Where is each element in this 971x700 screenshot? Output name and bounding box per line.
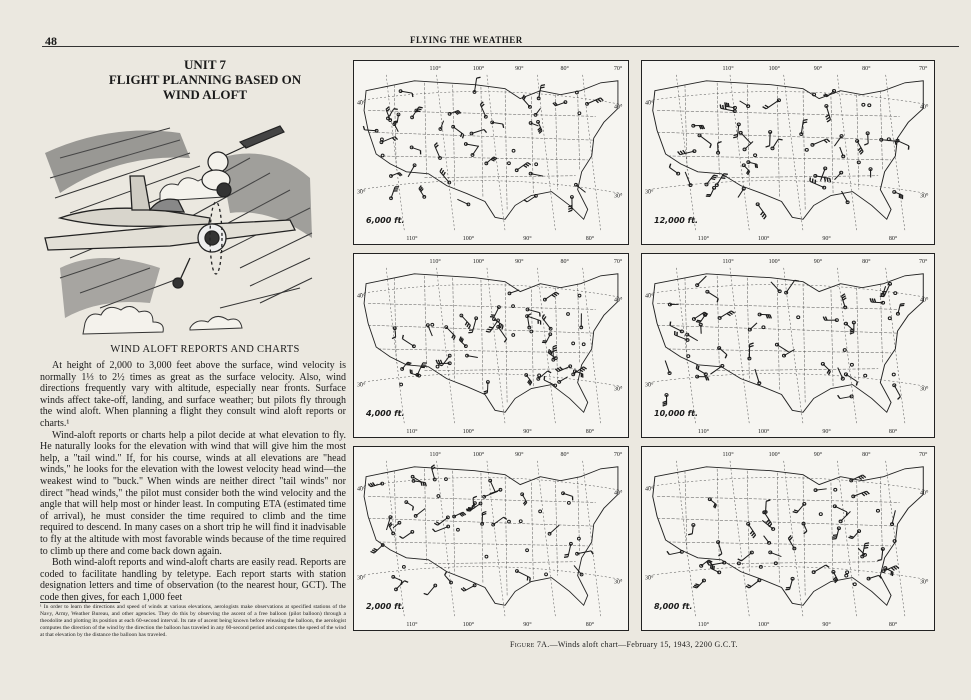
wind-arrow: [814, 565, 826, 572]
station-marker: [876, 509, 879, 512]
wind-arrow: [755, 369, 759, 383]
longitude-label: 110°: [697, 236, 710, 242]
unit-number: UNIT 7: [183, 57, 227, 72]
longitude-label: 100°: [768, 259, 781, 265]
wind-arrow: [396, 581, 404, 590]
station-marker: [819, 513, 822, 516]
wind-arrow: [402, 339, 413, 346]
wind-arrow: [531, 174, 544, 176]
wind-arrow: [786, 280, 794, 292]
wind-arrow: [846, 324, 853, 330]
station-marker: [894, 292, 897, 295]
station-marker: [445, 478, 448, 481]
wind-arrow: [428, 325, 432, 336]
station-marker: [535, 163, 538, 166]
latitude-label: 30°: [357, 575, 366, 582]
wind-map: [641, 253, 935, 438]
station-marker: [774, 562, 777, 565]
wind-arrow: [457, 199, 468, 204]
longitude-label: 80°: [888, 236, 898, 242]
latitude-label: 40°: [357, 100, 366, 107]
wind-map: [641, 446, 935, 631]
wind-arrow: [493, 517, 503, 524]
wind-arrow: [428, 585, 436, 594]
altitude-label: 12,000 ft.: [654, 216, 698, 225]
latitude-label: 30°: [920, 386, 929, 393]
longitude-label: 100°: [462, 429, 475, 435]
wind-arrow: [741, 552, 751, 560]
section-heading: WIND ALOFT REPORTS AND CHARTS: [110, 344, 300, 355]
body-text: [40, 360, 346, 603]
wind-arrow: [401, 91, 413, 93]
station-marker: [862, 103, 865, 106]
latitude-label: 30°: [614, 386, 623, 393]
latitude-label: 40°: [614, 104, 623, 111]
wind-arrow: [412, 147, 421, 150]
wind-arrow: [840, 147, 843, 156]
station-marker: [545, 573, 548, 576]
station-marker: [846, 571, 849, 574]
wind-arrow: [745, 141, 753, 149]
longitude-label: 100°: [757, 622, 770, 628]
station-marker: [512, 305, 515, 308]
station-marker: [754, 154, 757, 157]
longitude-label: 90°: [523, 429, 532, 435]
wind-arrow: [835, 506, 847, 512]
longitude-label: 100°: [462, 622, 475, 628]
wind-arrow: [466, 144, 479, 146]
wind-arrow: [669, 552, 681, 555]
longitude-label: 90°: [515, 66, 524, 72]
station-marker: [868, 104, 871, 107]
airplane-illustration: [40, 118, 320, 340]
wind-arrow: [738, 189, 744, 198]
station-marker: [578, 112, 581, 115]
wind-arrow: [563, 493, 572, 496]
station-marker: [572, 342, 575, 345]
wind-arrow: [403, 532, 413, 539]
wind-map: [353, 60, 629, 245]
latitude-label: 30°: [614, 579, 623, 586]
station-marker: [431, 323, 434, 326]
longitude-label: 100°: [462, 236, 475, 242]
wind-arrow: [484, 491, 498, 496]
longitude-label: 110°: [697, 622, 710, 628]
longitude-label: 80°: [585, 622, 595, 628]
altitude-label: 8,000 ft.: [654, 602, 693, 611]
station-marker: [512, 149, 515, 152]
longitude-label: 80°: [560, 452, 569, 458]
header-rule: [42, 46, 959, 47]
wind-arrow: [365, 130, 377, 131]
latitude-label: 30°: [920, 579, 929, 586]
longitude-label: 110°: [722, 452, 734, 458]
latitude-label: 30°: [357, 189, 366, 196]
wind-arrow: [416, 509, 425, 516]
wind-arrow: [771, 282, 780, 291]
station-marker: [567, 501, 570, 504]
wind-arrow: [435, 527, 448, 532]
longitude-label: 110°: [429, 66, 441, 72]
wind-arrow: [393, 523, 399, 528]
wind-arrow: [894, 385, 900, 396]
wind-arrow: [710, 366, 722, 374]
wind-arrow: [406, 502, 413, 506]
longitude-label: 110°: [429, 452, 441, 458]
wind-arrow: [472, 146, 478, 155]
longitude-label: 70°: [613, 259, 623, 265]
latitude-label: 30°: [645, 382, 654, 389]
longitude-label: 90°: [813, 259, 823, 265]
longitude-label: 110°: [722, 259, 734, 265]
station-marker: [850, 363, 853, 366]
station-marker: [508, 162, 511, 165]
longitude-label: 80°: [888, 429, 898, 435]
paragraph: At height of 2,000 to 3,000 feet above the surface, wind velocity is normally 1⅓ to 2½ times as great as the surface velocity. Also, wind directions frequently vary with altitude, especially near fronts. Surface winds affect take-off, landing, and surface weather; but pilots fly through the wind aloft. When planning a flight they consult wind aloft reports or charts.¹: [40, 360, 346, 429]
longitude-label: 100°: [472, 452, 485, 458]
longitude-label: 90°: [515, 259, 524, 265]
longitude-label: 90°: [822, 236, 831, 242]
longitude-label: 90°: [813, 66, 823, 72]
wind-arrow: [840, 396, 852, 398]
wind-arrow: [868, 133, 869, 143]
station-marker: [519, 520, 522, 523]
longitude-label: 80°: [560, 259, 569, 265]
latitude-label: 40°: [614, 297, 623, 304]
wind-arrow: [718, 542, 722, 553]
station-marker: [578, 294, 581, 297]
wind-arrow: [528, 309, 540, 312]
latitude-label: 40°: [645, 293, 654, 300]
caption-text: —Winds aloft chart—February 15, 1943, 2200 G.C.T.: [549, 640, 738, 649]
longitude-label: 70°: [613, 452, 623, 458]
wind-arrow: [665, 361, 669, 374]
station-marker: [575, 91, 578, 94]
latitude-label: 40°: [357, 486, 366, 493]
longitude-label: 80°: [888, 622, 898, 628]
longitude-label: 90°: [813, 452, 823, 458]
longitude-label: 80°: [862, 66, 871, 72]
wind-arrow: [536, 108, 541, 114]
longitude-label: 100°: [472, 66, 485, 72]
wind-arrow: [408, 165, 414, 177]
wind-arrow: [834, 136, 841, 146]
altitude-label: 6,000 ft.: [366, 216, 405, 225]
longitude-label: 100°: [472, 259, 485, 265]
station-marker: [888, 317, 891, 320]
wind-arrow: [841, 511, 851, 521]
wind-arrow: [393, 577, 402, 581]
wind-arrow: [770, 132, 771, 146]
latitude-label: 40°: [920, 490, 929, 497]
longitude-label: 70°: [613, 66, 623, 72]
longitude-label: 100°: [768, 66, 781, 72]
station-marker: [402, 566, 405, 569]
wind-map: [353, 446, 629, 631]
station-marker: [577, 537, 580, 540]
longitude-label: 90°: [523, 622, 532, 628]
longitude-label: 110°: [697, 429, 710, 435]
station-marker: [539, 510, 542, 513]
station-marker: [530, 330, 533, 333]
latitude-label: 30°: [645, 189, 654, 196]
wind-map: [641, 60, 935, 245]
wind-arrow: [770, 552, 781, 556]
wind-arrow: [550, 525, 560, 534]
longitude-label: 70°: [918, 452, 928, 458]
longitude-label: 80°: [862, 259, 871, 265]
latitude-label: 30°: [645, 575, 654, 582]
longitude-label: 90°: [822, 622, 831, 628]
wind-arrow: [697, 276, 706, 285]
wind-arrow: [670, 325, 682, 331]
altitude-label: 2,000 ft.: [366, 602, 405, 611]
page-number: 48: [45, 34, 57, 48]
longitude-label: 100°: [768, 452, 781, 458]
wind-arrow: [559, 377, 567, 382]
station-marker: [805, 148, 808, 151]
station-marker: [857, 161, 860, 164]
station-marker: [813, 93, 816, 96]
longitude-label: 80°: [862, 452, 871, 458]
wind-arrow: [766, 501, 767, 512]
station-marker: [381, 154, 384, 157]
longitude-label: 80°: [585, 429, 595, 435]
wind-arrow: [669, 167, 678, 173]
wind-arrow: [576, 185, 586, 193]
station-marker: [893, 540, 896, 543]
longitude-label: 110°: [429, 259, 441, 265]
station-marker: [762, 326, 765, 329]
latitude-label: 40°: [614, 490, 623, 497]
station-marker: [864, 374, 867, 377]
station-marker: [508, 520, 511, 523]
figure-caption: [510, 640, 738, 649]
longitude-label: 110°: [406, 236, 418, 242]
longitude-label: 90°: [523, 236, 532, 242]
figure-number: Figure 7A.: [510, 640, 550, 649]
station-marker: [845, 574, 848, 577]
longitude-label: 100°: [757, 236, 770, 242]
latitude-label: 40°: [920, 297, 929, 304]
latitude-label: 40°: [645, 100, 654, 107]
station-marker: [380, 138, 383, 141]
wind-arrow: [772, 139, 778, 148]
longitude-label: 90°: [515, 452, 524, 458]
longitude-label: 110°: [406, 622, 418, 628]
wind-arrow: [846, 374, 857, 381]
wind-arrow: [394, 124, 398, 132]
longitude-label: 90°: [822, 429, 831, 435]
wind-arrow: [700, 135, 712, 144]
latitude-label: 40°: [645, 486, 654, 493]
longitude-label: 110°: [722, 66, 734, 72]
unit-title: [40, 57, 370, 102]
station-marker: [567, 313, 570, 316]
footnote-rule: [40, 602, 120, 603]
station-marker: [512, 334, 515, 337]
station-marker: [457, 528, 460, 531]
station-marker: [526, 549, 529, 552]
station-marker: [400, 383, 403, 386]
station-marker: [853, 583, 856, 586]
station-marker: [687, 355, 690, 358]
paragraph: Wind-aloft reports or charts help a pilot decide at what elevation to fly. He naturally looks for the elevation with wind that will give him the most help, a "tail wind." If, for his course, winds at all elevations are "head winds," he looks for the elevation with the lowest velocity head wind—the weakest wind to "buck." When winds are neither direct "tail winds" nor direct "head winds," the pilot must consider both the wind velocity and the angle that will help most or hinder least. In computing ETA (estimated time of arrival), he must consider the time required to climb and the time required to descend. In many cases on a short trip he will find it inadvisable to fly at the altitude with most favorable winds because of the time required to climb up there and come back down again.: [40, 429, 346, 557]
longitude-label: 100°: [757, 429, 770, 435]
longitude-label: 110°: [406, 429, 418, 435]
station-marker: [436, 365, 439, 368]
altitude-label: 4,000 ft.: [366, 409, 405, 418]
paragraph: Both wind-aloft reports and wind-aloft charts are easily read. Reports are coded to facilitate handling by teletype. Each report starts with station designation letters and time of observation (to the nearest hour, GCT). The code then gives, for each 1,000 feet: [40, 557, 346, 603]
wind-arrow: [685, 172, 690, 185]
station-marker: [582, 343, 585, 346]
wind-arrow: [869, 575, 879, 578]
longitude-label: 80°: [585, 236, 595, 242]
wind-arrow: [741, 133, 751, 144]
station-marker: [843, 349, 846, 352]
latitude-label: 30°: [357, 382, 366, 389]
latitude-label: 40°: [920, 104, 929, 111]
footnote: ¹ In order to learn the directions and speed of winds at various elevations, aerologists make observations at specified stations of the Navy, Army, Weather Bureau, and other agencies. They do this by observing the ascent of a free balloon (pilot balloon) through a theodolite and plotting its position at each 60-second interval. Its rate of ascent being known before releasing the balloon, the aerologist computes the direction of the wind by the direction the balloon has traveled in any 60-second period and computes the speed of the wind at that elevation by the distance the balloon has traveled.: [40, 604, 346, 638]
altitude-label: 10,000 ft.: [654, 409, 698, 418]
longitude-label: 80°: [560, 66, 569, 72]
latitude-label: 30°: [920, 193, 929, 200]
wind-arrow: [472, 130, 484, 134]
latitude-label: 30°: [614, 193, 623, 200]
station-marker: [892, 373, 895, 376]
wind-arrow: [898, 141, 909, 146]
wind-map: [353, 253, 629, 438]
station-marker: [834, 488, 837, 491]
station-marker: [538, 374, 541, 377]
wind-arrow: [740, 101, 749, 106]
wind-arrow: [816, 489, 827, 490]
station-marker: [437, 495, 440, 498]
station-marker: [797, 316, 800, 319]
station-marker: [485, 555, 488, 558]
unit-heading-line-1: FLIGHT PLANNING BASED ON: [108, 72, 302, 87]
longitude-label: 70°: [918, 66, 928, 72]
wind-arrow: [490, 481, 495, 492]
wind-arrow: [538, 371, 547, 379]
longitude-label: 70°: [918, 259, 928, 265]
wind-arrow: [764, 536, 769, 543]
latitude-label: 40°: [357, 293, 366, 300]
wind-arrow: [719, 348, 727, 355]
wind-arrow: [509, 290, 519, 293]
unit-heading-line-2: WIND ALOFT: [162, 87, 248, 102]
wind-arrow: [707, 292, 718, 299]
running-title: FLYING THE WEATHER: [410, 35, 523, 45]
